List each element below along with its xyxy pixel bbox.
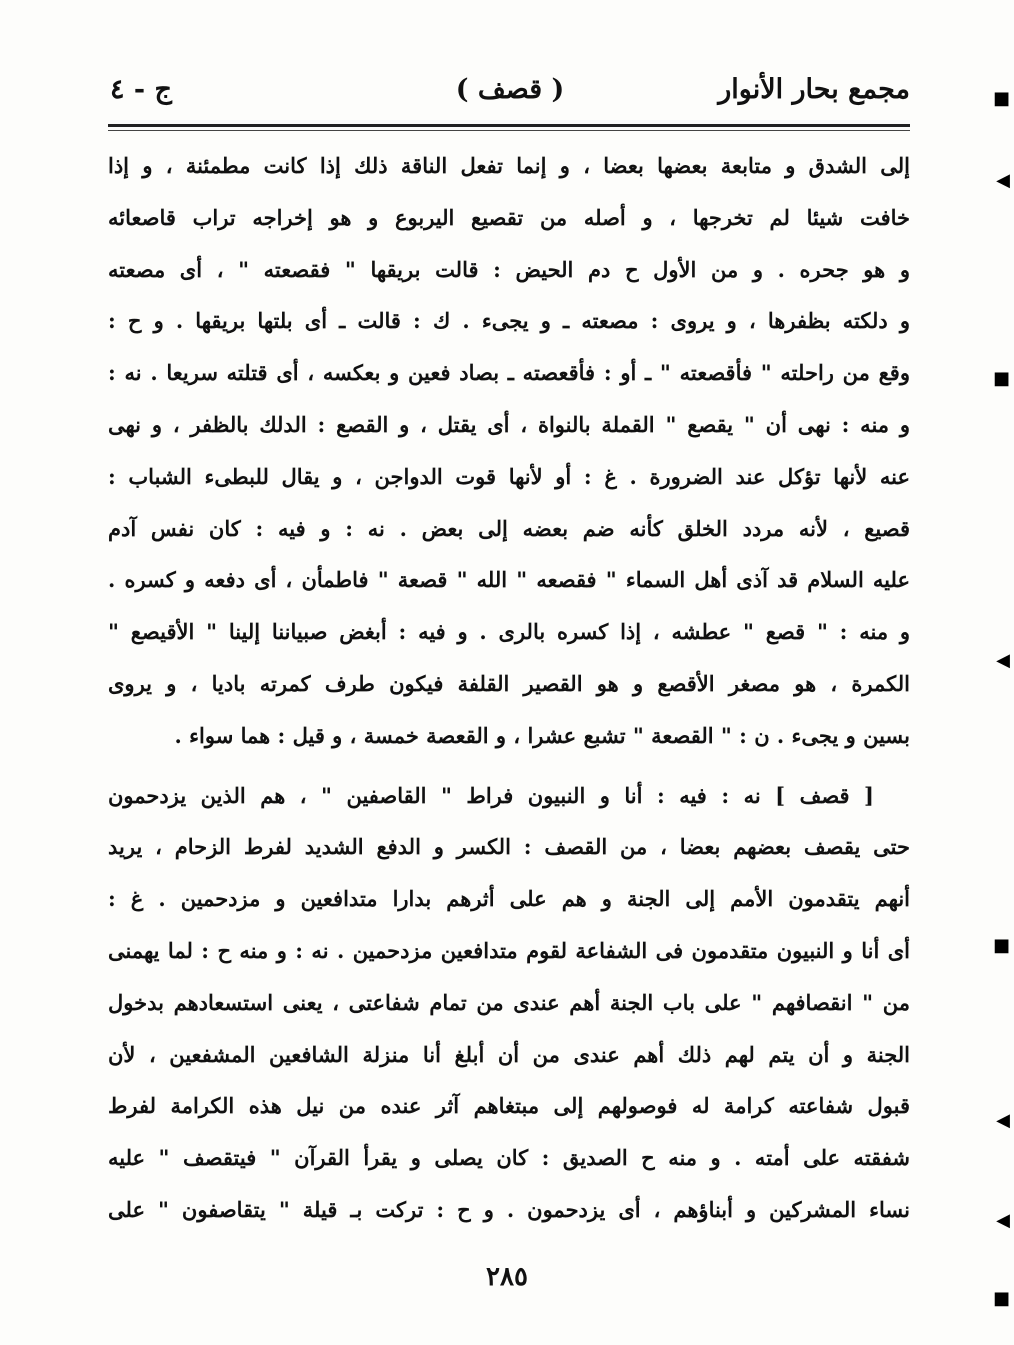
margin-mark-icon: ■ [992, 935, 1010, 956]
text-line: أنهم يتقدمون الأمم إلى الجنة و هم على أثرهم بدارا متدافعين و مزدحمين . غ : [108, 886, 910, 912]
text-line: إلى الشدق و متابعة بعضها بعضا ، و إنما تفعل الناقة ذلك إذا كانت مطمئنة ، و إذا [108, 153, 910, 178]
text-line: الكمرة ، هو مصغر الأقصع و هو القصير القلفة فيكون طرف كمرته باديا ، و يروى [108, 670, 910, 696]
margin-mark-icon: ◀ [996, 1210, 1010, 1231]
margin-mark-icon: ◀ [996, 1110, 1010, 1131]
margin-mark-icon: ■ [992, 88, 1010, 109]
text-line: و منه : " قصع " عطشه ، إذا كسره بالرى . و فيه : أبغض صبياننا إلينا " الأقيصع " [108, 619, 910, 645]
entry-start-line: [ قصف ] نه : فيه : أنا و النبيون فراط " القاصفين " ، هم الذين يزدحمون [108, 782, 874, 808]
text-line: و هو جحره . و من الأول ح دم الحيض : قالت بريقها " فقصعته " ، أى مصعته [108, 256, 910, 282]
text-line: و منه : نهى أن " يقصع " القملة بالنواة ، أى يقتل ، و القصع : الدلك بالظفر ، و نهى [108, 411, 910, 437]
margin-mark-icon: ■ [992, 368, 1010, 389]
text-line: خافت شيئا لم تخرجها ، و أصله من تقصيع اليربوع و هو إخراجه تراب قاصعائه [108, 204, 910, 230]
header-rule [108, 124, 910, 127]
text-line: قصيع ، لأنه مردد الخلق كأنه ضم بعضه إلى بعض . نه : و فيه : كان نفس آدم [108, 515, 910, 541]
book-title: مجمع بحار الأنوار [718, 74, 910, 105]
text-line: شفقته على أمته . و منه ح الصديق : كان يصلى و يقرأ القرآن " فيتقصف " عليه [108, 1145, 910, 1171]
margin-mark-icon: ■ [992, 1288, 1010, 1309]
running-header [110, 74, 910, 118]
text-line: أى أنا و النبيون متقدمون فى الشفاعة لقوم متدافعين مزدحمين . نه : و منه ح : لما يهمنى [108, 937, 910, 963]
margin-mark-icon: ◀ [996, 170, 1010, 191]
header-rule-thin [108, 130, 910, 131]
text-body [108, 140, 910, 1236]
page-number: ٢٨٥ [486, 1262, 528, 1292]
text-line: عليه السلام قد آذى أهل السماء " فقصعه " الله " قصعة " فاطمأن ، أى دفعه و كسره . [108, 567, 910, 593]
text-line: وقع من راحلته " فأقصعته " ـ أو : فأقعصته ـ بصاد فعين و بعكسه ، أى قتلته سريعا . نه : [108, 360, 910, 386]
margin-mark-icon: ◀ [996, 650, 1010, 671]
text-line: من " انقصافهم " على باب الجنة أهم عندى من تمام شفاعتى ، يعنى استسعادهم بدخول [108, 989, 910, 1015]
text-line: عنه لأنها تؤكل عند الضرورة . غ : أو لأنها قوت الدواجن ، و يقال للبطىء الشباب : [108, 463, 910, 489]
text-line: نساء المشركين و أبناؤهم ، أى يزدحمون . و ح : تركت بـ قيلة " يتقاصفون " على [108, 1196, 910, 1222]
text-line: بسين و يجىء . ن : " القصعة " تشبع عشرا ، و القعصة خمسة ، و قيل : هما سواء . [174, 722, 910, 748]
text-line: و دلكته بظفرها ، و يروى : مصعته ـ و يجىء . ك : قالت ـ أى بلتها بريقها . و ح : [108, 308, 910, 334]
volume-label: ج - ٤ [110, 74, 172, 105]
text-line: الجنة و أن يتم لهم ذلك أهم عندى من أن أبلغ أنا منزلة الشافعين المشفعين ، لأن [108, 1041, 910, 1067]
text-line: قبول شفاعته كرامة له فوصولهم إلى مبتغاهم آثر عنده من نيل هذه الكرامة لفرط [108, 1093, 910, 1119]
text-line: حتى يقصف بعضهم بعضا ، من القصف : الكسر و الدفع الشديد لفرط الزحام ، يريد [108, 834, 910, 860]
entry-heading: ( قصف ) [455, 74, 565, 105]
